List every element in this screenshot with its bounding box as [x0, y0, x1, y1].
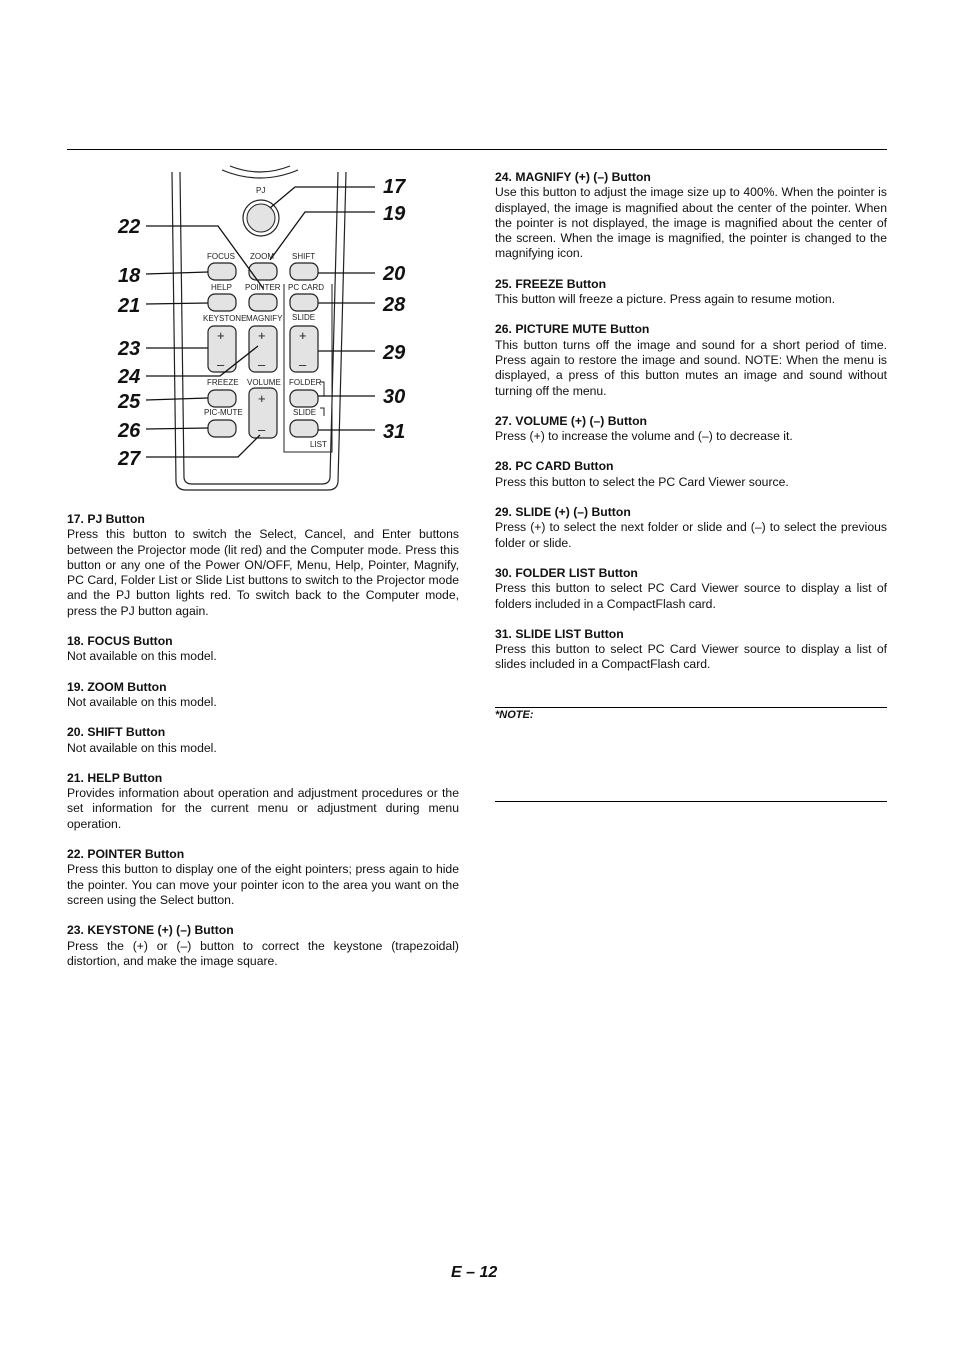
callout-19: 19 [383, 203, 406, 225]
list-label: LIST [310, 440, 327, 449]
keystone-label: KEYSTONE [203, 314, 247, 323]
section-body: Press this button to display one of the eight pointers; press again to hide the pointer. You can move your pointer icon to the area you want on the screen using the Select button. [67, 862, 459, 907]
callout-21: 21 [118, 295, 141, 317]
section-body: Press this button to switch the Select, Cancel, and Enter buttons between the Projector mode (lit red) and the Computer mode. Press this button or any one of the Power ON/OFF, Menu, Help, Pointer, Magnify, PC Card, Folder List or Slide List buttons to switch to the Projector mode and the PJ button lights red. To switch back to the Computer mode, press the PJ button again. [67, 527, 459, 618]
volume-minus: – [258, 422, 266, 437]
section-slide-list [495, 627, 887, 673]
right-column [495, 170, 887, 688]
pccard-button[interactable] [290, 294, 318, 311]
section-title: 25. FREEZE Button [495, 276, 607, 291]
magnify-plus: + [258, 328, 266, 343]
callout-23: 23 [118, 338, 141, 360]
section-body: This button turns off the image and sound for a short period of time. Press again to restore the image and sound. NOTE: When the menu is displayed, a press of this button mutes an image and sound without turning off the menu. [495, 337, 887, 398]
callout-30: 30 [383, 386, 406, 408]
callout-31: 31 [383, 421, 406, 443]
note-title: *NOTE: [495, 709, 534, 721]
section-keystone [67, 923, 459, 969]
section-body: Press (+) to select the next folder or slide and (–) to select the previous folder or slide. [495, 520, 887, 550]
remote-control-figure [110, 160, 440, 495]
zoom-button[interactable] [249, 263, 277, 280]
page-number: E – 12 [451, 1264, 498, 1281]
section-picture-mute [495, 322, 887, 398]
callout-26: 26 [118, 420, 141, 442]
callout-20: 20 [383, 263, 406, 285]
slide-list-label: SLIDE [293, 408, 317, 417]
section-title: 27. VOLUME (+) (–) Button [495, 413, 648, 428]
section-body: Provides information about operation and adjustment procedures or the set information for the current menu or adjustment during menu operation. [67, 786, 459, 831]
callout-28: 28 [383, 294, 406, 316]
section-title: 20. SHIFT Button [67, 725, 166, 740]
section-folder-list [495, 566, 887, 612]
keystone-minus: – [217, 357, 225, 372]
left-column [67, 512, 459, 984]
section-title: 30. FOLDER LIST Button [495, 565, 638, 580]
top-rule [67, 149, 887, 150]
section-pc-card [495, 459, 887, 490]
volume-plus: + [258, 391, 266, 406]
section-body: Use this button to adjust the image size up to 400%. When the pointer is displayed, the image is magnified about the center of the pointer. When the pointer is not displayed, the image is magnified about the center of the screen. When the image is magnified, the pointer is changed to the magnifying icon. [495, 185, 887, 261]
section-title: 22. POINTER Button [67, 847, 185, 862]
section-body: Not available on this model. [67, 740, 217, 755]
folder-label: FOLDER [289, 378, 322, 387]
slide-label: SLIDE [292, 313, 316, 322]
help-button[interactable] [208, 294, 236, 311]
keystone-plus: + [217, 328, 225, 343]
section-title: 21. HELP Button [67, 770, 163, 785]
section-zoom [67, 680, 459, 711]
section-volume [495, 414, 887, 445]
section-body: Press (+) to increase the volume and (–) to decrease it. [495, 429, 793, 444]
section-body: Press this button to select PC Card Viewer source to display a list of folders included in a CompactFlash card. [495, 581, 887, 611]
volume-label: VOLUME [247, 378, 281, 387]
pccard-label: PC CARD [288, 283, 325, 292]
folder-list-button[interactable] [290, 390, 318, 407]
magnify-label: MAGNIFY [246, 314, 283, 323]
callout-29: 29 [383, 342, 406, 364]
picmute-button[interactable] [208, 420, 236, 437]
section-body: Not available on this model. [67, 649, 217, 664]
section-body: Press this button to select the PC Card Viewer source. [495, 474, 789, 489]
section-shift [67, 725, 459, 756]
section-title: 26. PICTURE MUTE Button [495, 322, 650, 337]
section-slide [495, 505, 887, 551]
freeze-label: FREEZE [207, 378, 239, 387]
pj-label: PJ [256, 186, 266, 195]
callout-18: 18 [118, 265, 141, 287]
section-title: 31. SLIDE LIST Button [495, 626, 624, 641]
callout-25: 25 [118, 391, 141, 413]
pointer-label: POINTER [245, 283, 281, 292]
section-title: 23. KEYSTONE (+) (–) Button [67, 923, 234, 938]
focus-label: FOCUS [207, 252, 235, 261]
section-title: 19. ZOOM Button [67, 679, 167, 694]
section-pj [67, 512, 459, 619]
section-pointer [67, 847, 459, 908]
section-body: Press the (+) or (–) button to correct the keystone (trapezoidal) distortion, and make the image square. [67, 938, 459, 968]
section-title: 28. PC CARD Button [495, 459, 614, 474]
section-freeze [495, 277, 887, 308]
callout-22: 22 [118, 216, 141, 238]
section-body: This button will freeze a picture. Press again to resume motion. [495, 292, 836, 307]
note-top-rule [495, 707, 887, 708]
shift-label: SHIFT [292, 252, 316, 261]
help-label: HELP [211, 283, 232, 292]
focus-button[interactable] [208, 263, 236, 280]
callout-27: 27 [118, 448, 141, 470]
slide-plus: + [299, 328, 307, 343]
shift-button[interactable] [290, 263, 318, 280]
section-title: 18. FOCUS Button [67, 634, 173, 649]
section-title: 24. MAGNIFY (+) (–) Button [495, 170, 651, 184]
section-magnify [495, 170, 887, 262]
section-title: 17. PJ Button [67, 512, 145, 526]
section-body: Press this button to select PC Card Viewer source to display a list of slides included in a CompactFlash card. [495, 642, 887, 672]
section-body: Not available on this model. [67, 694, 217, 709]
slide-list-button[interactable] [290, 420, 318, 437]
pointer-button[interactable] [249, 294, 277, 311]
section-title: 29. SLIDE (+) (–) Button [495, 505, 631, 520]
freeze-button[interactable] [208, 390, 236, 407]
slide-minus: – [299, 357, 307, 372]
callout-24: 24 [118, 366, 141, 388]
section-focus [67, 634, 459, 665]
magnify-minus: – [258, 357, 266, 372]
note-bottom-rule [495, 801, 887, 802]
callout-17: 17 [383, 176, 406, 198]
zoom-label: ZOOM [250, 252, 274, 261]
section-help [67, 771, 459, 832]
picmute-label: PIC-MUTE [204, 408, 243, 417]
